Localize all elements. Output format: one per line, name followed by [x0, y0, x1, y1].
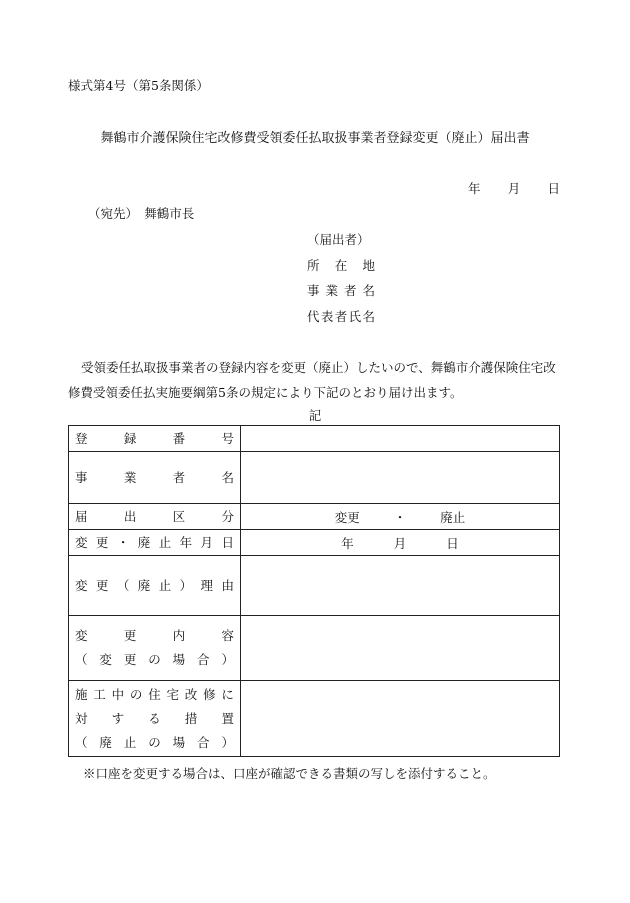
date-month: 月 [507, 181, 521, 196]
row-label: 事 業 者 名 [69, 452, 241, 504]
notifier-field-label: 所 在 地 [307, 257, 375, 273]
form-number: 様式第4号（第5条関係） [68, 78, 209, 93]
row-value-field[interactable] [241, 556, 560, 616]
notifier-field-label: 代 表 者 氏 名 [307, 308, 375, 324]
form-table [68, 425, 560, 757]
row-label: 変 更 ・ 廃 止 年 月 日 [69, 530, 241, 556]
row-value-field[interactable] [241, 681, 560, 757]
notifier-field-label: 事 業 者 名 [307, 283, 375, 298]
table-row [69, 556, 560, 616]
date-day: 日 [547, 181, 560, 196]
row-value-field[interactable] [241, 452, 560, 504]
table-row [69, 681, 560, 757]
row-label: 登 録 番 号 [69, 426, 241, 452]
note: ※口座を変更する場合は、口座が確認できる書類の写しを添付すること。 [83, 766, 496, 781]
row-label: 施 工 中 の 住 宅 改 修 に 対 す る 措 置 （ 廃 止 の 場 合 ） [69, 681, 241, 757]
row-label: 届 出 区 分 [69, 504, 241, 530]
row-value-field[interactable] [241, 426, 560, 452]
notifier-heading: （届出者） [307, 232, 370, 247]
table-row [69, 426, 560, 452]
addressee: （宛先） 舞鶴市長 [88, 206, 195, 221]
table-row [69, 504, 560, 530]
row-label: 変 更 内 容 （ 変 更 の 場 合 ） [69, 616, 241, 681]
row-label: 変 更 （ 廃 止 ） 理 由 [69, 556, 241, 616]
date-line [468, 179, 560, 197]
table-row [69, 530, 560, 556]
table-row [69, 616, 560, 681]
row-value-field[interactable]: 変更 ・ 廃止 [241, 504, 560, 530]
date-year: 年 [468, 181, 481, 196]
notifier-block [307, 230, 375, 324]
row-value-field[interactable] [241, 616, 560, 681]
row-value-field[interactable]: 年 月 日 [241, 530, 560, 556]
table-row [69, 452, 560, 504]
ki-label: 記 [308, 408, 322, 423]
document-title: 舞鶴市介護保険住宅改修費受領委任払取扱事業者登録変更（廃止）届出書 [100, 131, 530, 146]
body-text: 受領委任払取扱事業者の登録内容を変更（廃止）したいので、舞鶴市介護保険住宅改修費受領委任払実施要綱第5条の規定により下記のとおり届け出ます。 [68, 360, 556, 400]
